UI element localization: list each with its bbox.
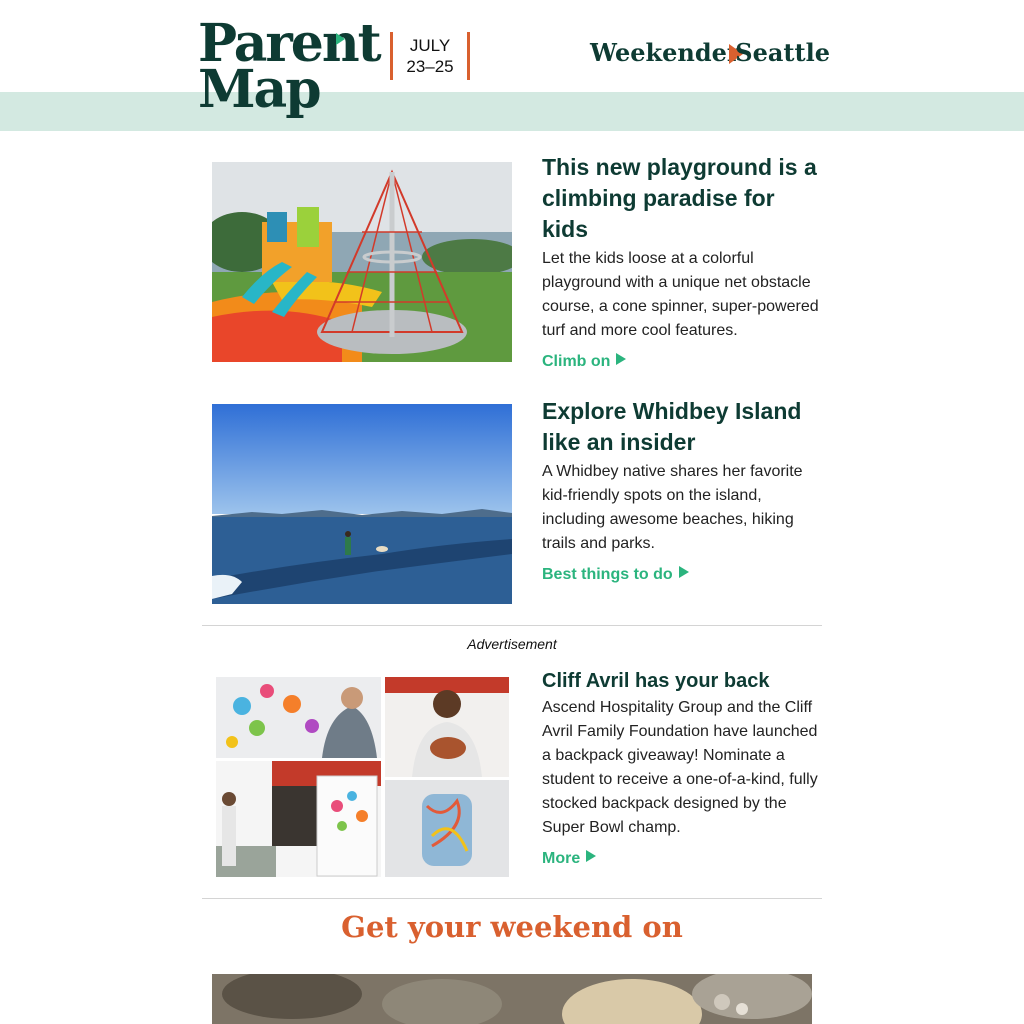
divider <box>202 898 822 899</box>
article-description: A Whidbey native shares her favorite kid-friendly spots on the island, including awesome beaches, hiking trails and parks. <box>542 463 803 552</box>
article-title[interactable]: This new playground is a climbing paradise for kids <box>542 154 817 242</box>
logo-line-1: Parent <box>198 13 380 74</box>
advertisement-label: Advertisement <box>467 636 557 652</box>
logo-play-icon <box>336 33 345 45</box>
play-arrow-icon <box>586 850 596 862</box>
link-label: Best things to do <box>542 566 673 583</box>
ad-description: Ascend Hospitality Group and the Cliff Avril Family Foundation have launched a backpack giveaway! Nominate a student to receive a one-of-a-kind, fully stocked backpack designed by the Super Bowl champ. <box>542 699 818 836</box>
playground-image[interactable] <box>212 162 512 362</box>
article-text <box>542 152 822 371</box>
play-arrow-icon <box>616 353 626 365</box>
best-things-link[interactable] <box>542 566 689 584</box>
article-playground <box>212 152 822 372</box>
link-label: More <box>542 850 581 867</box>
whidbey-image[interactable] <box>212 404 512 604</box>
link-label: Climb on <box>542 353 611 370</box>
article-title[interactable]: Explore Whidbey Island like an insider <box>542 398 802 455</box>
article-description: Let the kids loose at a colorful playground with a unique net obstacle course, a cone spinner, super-powered turf and more cool features. <box>542 250 819 339</box>
climb-on-link[interactable] <box>542 353 626 371</box>
article-text <box>542 396 822 584</box>
logo-line-2: Map <box>198 59 320 120</box>
section-heading: Get your weekend on <box>341 910 683 944</box>
issue-month: JULY <box>409 36 451 55</box>
divider <box>202 625 822 626</box>
header-band <box>0 92 1024 131</box>
backpack-collage-image[interactable] <box>212 676 512 878</box>
ad-text <box>542 668 822 868</box>
play-arrow-icon <box>679 566 689 578</box>
edition-city: Seattle <box>735 38 830 67</box>
ad-cliff-avril <box>212 668 822 883</box>
more-link[interactable] <box>542 850 596 868</box>
newsletter-header <box>0 0 1024 131</box>
issue-day-range: 23–25 <box>406 57 454 76</box>
edition-name: Weekender <box>590 38 740 67</box>
parentmap-logo[interactable] <box>198 13 380 120</box>
issue-date <box>390 32 470 80</box>
ad-title[interactable]: Cliff Avril has your back <box>542 670 770 692</box>
article-whidbey <box>212 396 822 606</box>
edition-title <box>590 38 830 72</box>
weekend-feature-image[interactable] <box>212 974 812 1024</box>
